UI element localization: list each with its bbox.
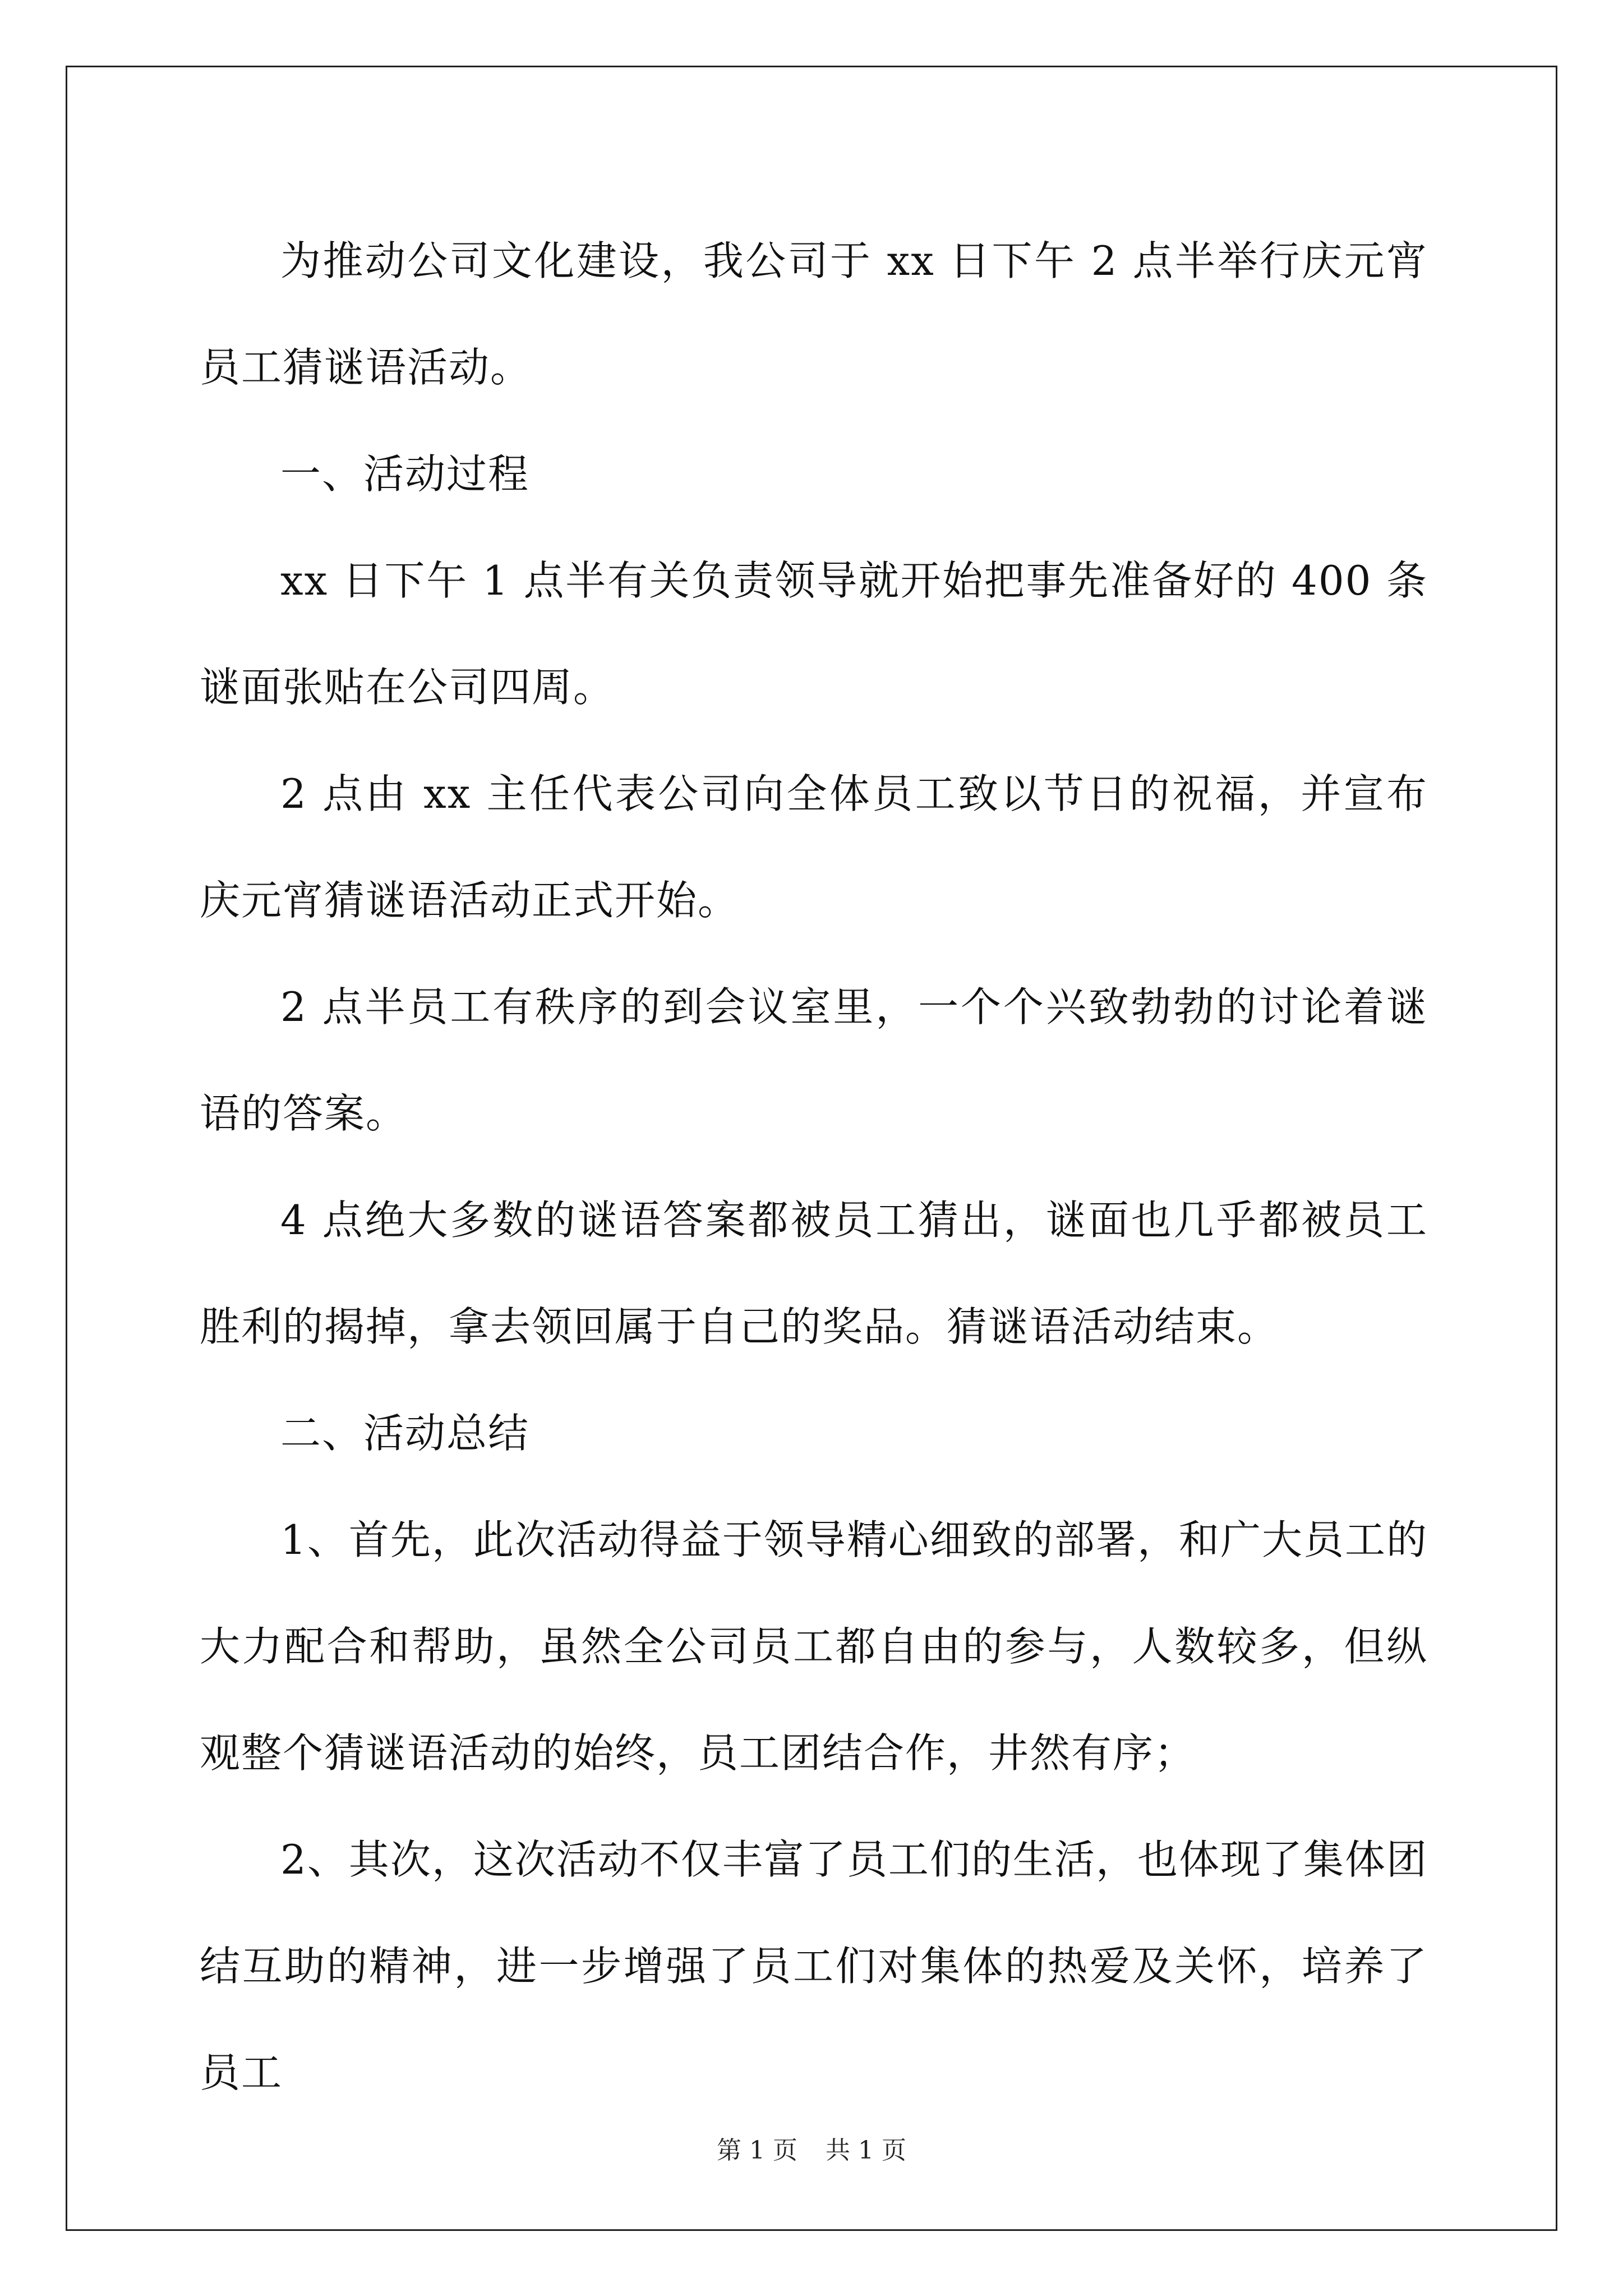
paragraph-summary-2: 2、其次，这次活动不仅丰富了员工们的生活，也体现了集体团结互助的精神，进一步增强了员工们对集体的热爱及关怀，培养了员工 [200, 1836, 1428, 2096]
paragraph-process-1: xx 日下午 1 点半有关负责领导就开始把事先准备好的 400 条谜面张贴在公司四周。 [200, 557, 1428, 711]
document-body [200, 208, 1428, 2126]
section-heading-summary: 二、活动总结 [280, 1410, 530, 1457]
section-heading-process: 一、活动过程 [280, 450, 530, 498]
paragraph-process-4: 4 点绝大多数的谜语答案都被员工猜出，谜面也几乎都被员工胜利的揭掉，拿去领回属于自己的奖品。猜谜语活动结束。 [200, 1197, 1428, 1350]
paragraph-process-3: 2 点半员工有秩序的到会议室里，一个个兴致勃勃的讨论着谜语的答案。 [200, 983, 1428, 1137]
paragraph-summary-1: 1、首先，此次活动得益于领导精心细致的部署，和广大员工的大力配合和帮助，虽然全公司员工都自由的参与，人数较多，但纵观整个猜谜语活动的始终，员工团结合作，井然有序； [200, 1516, 1428, 1777]
page-footer [0, 2130, 1623, 2166]
paragraph-intro: 为推动公司文化建设，我公司于 xx 日下午 2 点半举行庆元宵员工猜谜语活动。 [200, 237, 1428, 391]
page-number-current: 第 1 页 [717, 2136, 797, 2165]
page-number-total: 共 1 页 [826, 2136, 906, 2165]
paragraph-process-2: 2 点由 xx 主任代表公司向全体员工致以节日的祝福，并宣布庆元宵猜谜语活动正式开始。 [200, 770, 1428, 924]
